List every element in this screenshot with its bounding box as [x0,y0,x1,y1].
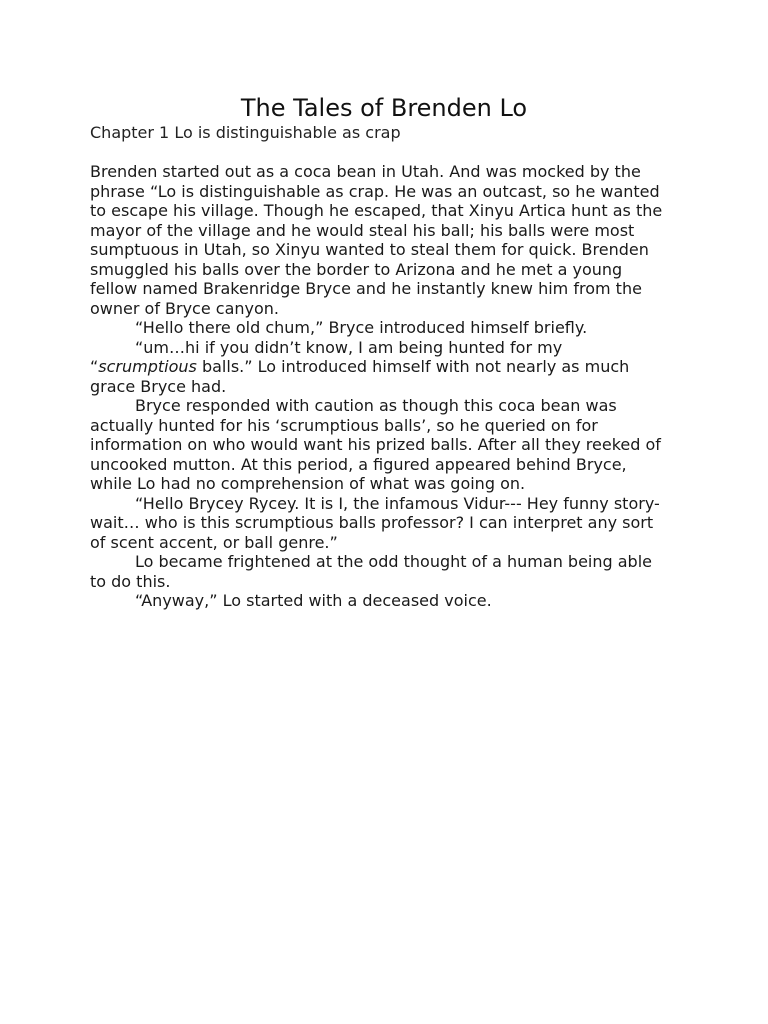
text-line: while Lo had no comprehension of what was going on. [90,474,526,493]
text-line: Bryce responded with caution as though this coca bean was [135,396,617,415]
line-remainder: balls.” Lo introduced himself with not nearly as much [196,357,630,376]
text-line: “Anyway,” Lo started with a deceased voice. [135,591,492,610]
text-line: fellow named Brakenridge Bryce and he instantly knew him from the [90,279,642,298]
open-quote: “ [90,357,99,376]
italic-word: scrumptious [98,357,197,376]
text-line: to escape his village. Though he escaped, that Xinyu Artica hunt as the [90,201,663,220]
text-line: uncooked mutton. At this period, a figured appeared behind Bryce, [90,454,627,474]
text-line: wait… who is this scrumptious balls professor? I can interpret any sort [90,513,654,532]
chapter-heading: Chapter 1 Lo is distinguishable as crap [90,123,401,142]
text-line: “Hello Brycey Rycey. It is I, the infamous Vidur--- Hey funny story- [135,493,660,513]
text-line: smuggled his balls over the border to Arizona and he met a young [90,259,623,279]
text-line: to do this. [90,571,171,591]
story-body [90,162,690,611]
text-line: sumptuous in Utah, so Xinyu wanted to steal them for quick. Brenden [90,240,649,259]
text-line: “Hello there old chum,” Bryce introduced himself briefly. [135,318,588,337]
text-line: owner of Bryce canyon. [90,298,280,318]
text-line: actually hunted for his ‘scrumptious balls’, so he queried on for [90,415,598,435]
text-line: phrase “Lo is distinguishable as crap. He was an outcast, so he wanted [90,181,660,201]
text-line: grace Bryce had. [90,376,227,396]
text-line: “um…hi if you didn’t know, I am being hunted for my [135,337,563,357]
text-line [90,357,690,377]
text-line: Brenden started out as a coca bean in Utah. And was mocked by the [90,162,641,181]
text-line: of scent accent, or ball genre.” [90,532,338,552]
text-line: Lo became frightened at the odd thought of a human being able [135,552,652,571]
text-line: mayor of the village and he would steal his ball; his balls were most [90,220,635,240]
document-title: The Tales of Brenden Lo [240,94,528,122]
text-line: information on who would want his prized balls. After all they reeked of [90,435,661,454]
